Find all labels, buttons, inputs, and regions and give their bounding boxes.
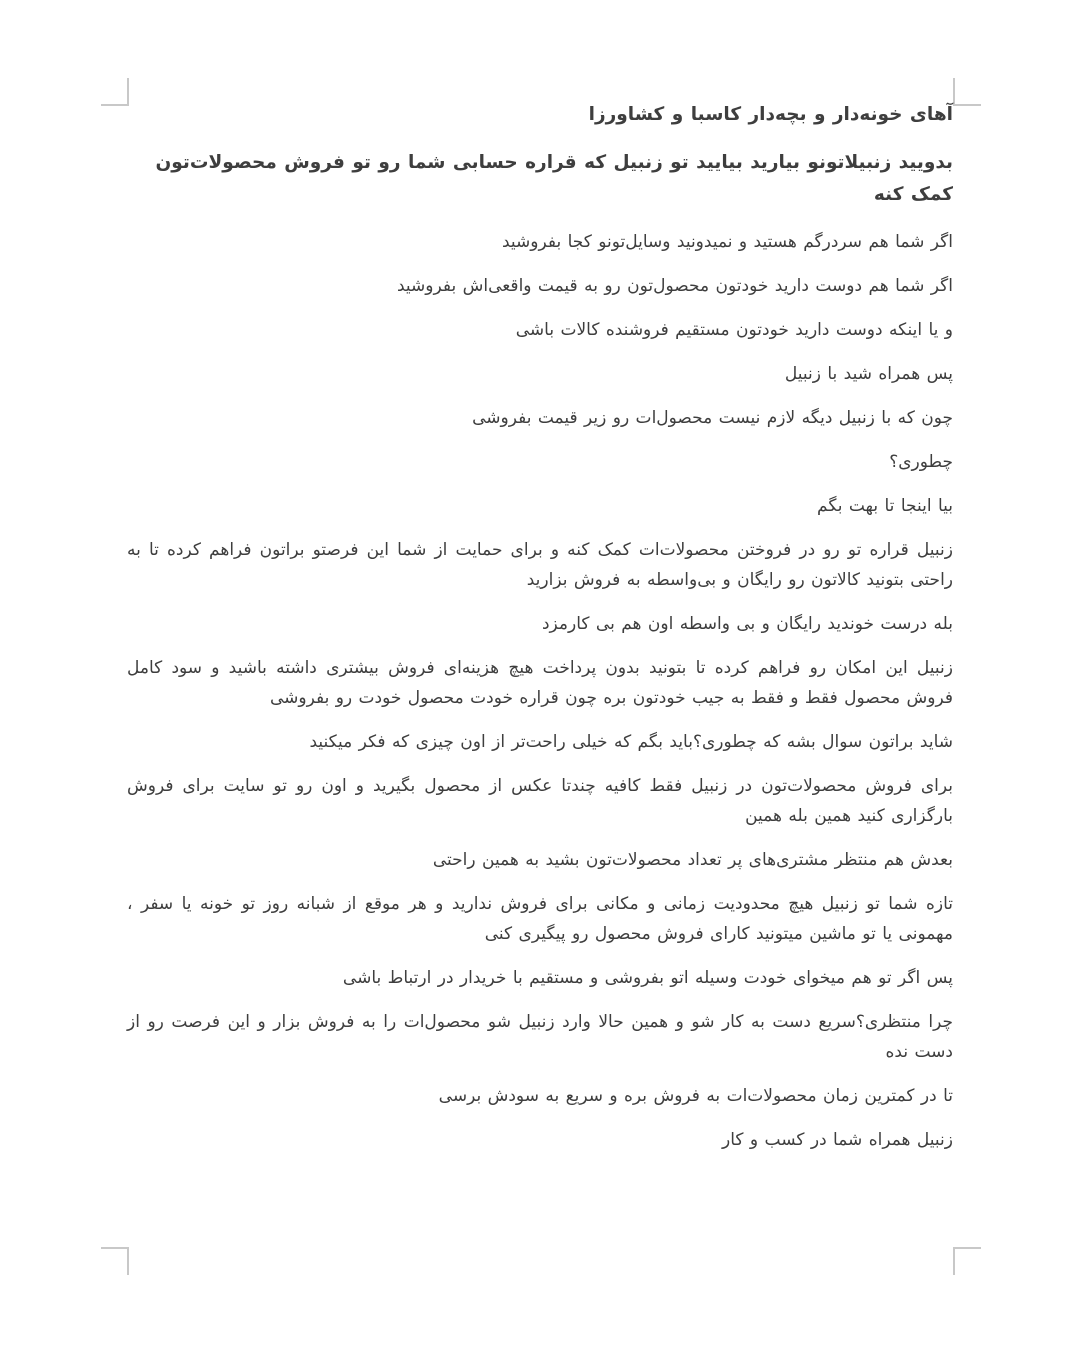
paragraph: تا در کمترین زمان محصولات‌ات به فروش بره و سریع به سودش برسی: [438, 1086, 953, 1106]
paragraph: اگر شما هم سردرگم هستید و نمیدونید وسایل‌تونو کجا بفروشید: [501, 232, 953, 252]
paragraph: پس همراه شید با زنبیل: [784, 364, 953, 384]
heading-line-2: بدویید زنبیلاتونو بیارید بیایید تو زنبیل که قراره حسابی شما رو تو فروش محصولات‌تون کمک کنه: [155, 152, 953, 205]
paragraph: شاید براتون سوال بشه که چطوری؟باید بگم که خیلی راحت‌تر از اون چیزی که فکر میکنید: [309, 732, 953, 752]
paragraph: و یا اینکه دوست دارید خودتون مستقیم فروشنده کالات باشی: [515, 320, 953, 340]
paragraph: زنبیل این امکان رو فراهم کرده تا بتونید بدون پرداخت هیچ هزینه‌ای فروش بیشتری داشته باشید و سود کامل فروش محصول فقط و فقط به جیب خودتون بره چون قراره خودت محصول خودت رو بفروشی: [127, 658, 953, 708]
crop-mark-bottom-right: [953, 1247, 981, 1275]
heading-line-1: آهای خونه‌دار و بچه‌دار کاسبا و کشاورزا: [588, 104, 953, 125]
paragraph: پس اگر تو هم میخوای خودت وسیله اتو بفروشی و مستقیم با خریدار در ارتباط باشی: [342, 968, 953, 988]
paragraph: بعدش هم منتظر مشتری‌های پر تعداد محصولات‌تون بشید به همین راحتی: [432, 850, 953, 870]
paragraph: برای فروش محصولات‌تون در زنبیل فقط کافیه چندتا عکس از محصول بگیرید و اون رو تو سایت برای فروش بارگزاری کنید همین بله همین: [127, 776, 953, 826]
crop-mark-top-right: [953, 78, 981, 106]
paragraph: زنبیل قراره تو رو در فروختن محصولات‌ات کمک کنه و برای حمایت از شما این فرصتو براتون فراهم کرده تا به راحتی بتونید کالاتون رو رایگان و بی‌واسطه به فروش بزارید: [127, 540, 953, 590]
text-area: [127, 99, 953, 1169]
paragraph: بیا اینجا تا بهت بگم: [817, 496, 953, 516]
crop-mark-top-left: [101, 78, 129, 106]
paragraph: بله درست خوندید رایگان و بی واسطه اون هم بی کارمزد: [541, 614, 953, 634]
paragraph: زنبیل همراه شما در کسب و کار: [722, 1130, 953, 1150]
paragraph: اگر شما هم دوست دارید خودتون محصول‌تون رو به قیمت واقعی‌اش بفروشید: [396, 276, 953, 296]
paragraph: تازه شما تو زنبیل هیچ محدودیت زمانی و مکانی برای فروش ندارید و هر موقع از شبانه روز تو خونه یا سفر ، مهمونی یا تو ماشین میتونید کارای فروش محصول رو پیگیری کنی: [127, 894, 953, 944]
paragraph: چطوری؟: [889, 452, 953, 472]
paragraph: چون که با زنبیل دیگه لازم نیست محصول‌ات رو زیر قیمت بفروشی: [472, 408, 953, 428]
crop-mark-bottom-left: [101, 1247, 129, 1275]
paragraph: چرا منتظری؟سریع دست به کار شو و همین حالا وارد زنبیل شو محصول‌ات را به فروش بزار و این فرصت رو از دست نده: [127, 1012, 953, 1062]
